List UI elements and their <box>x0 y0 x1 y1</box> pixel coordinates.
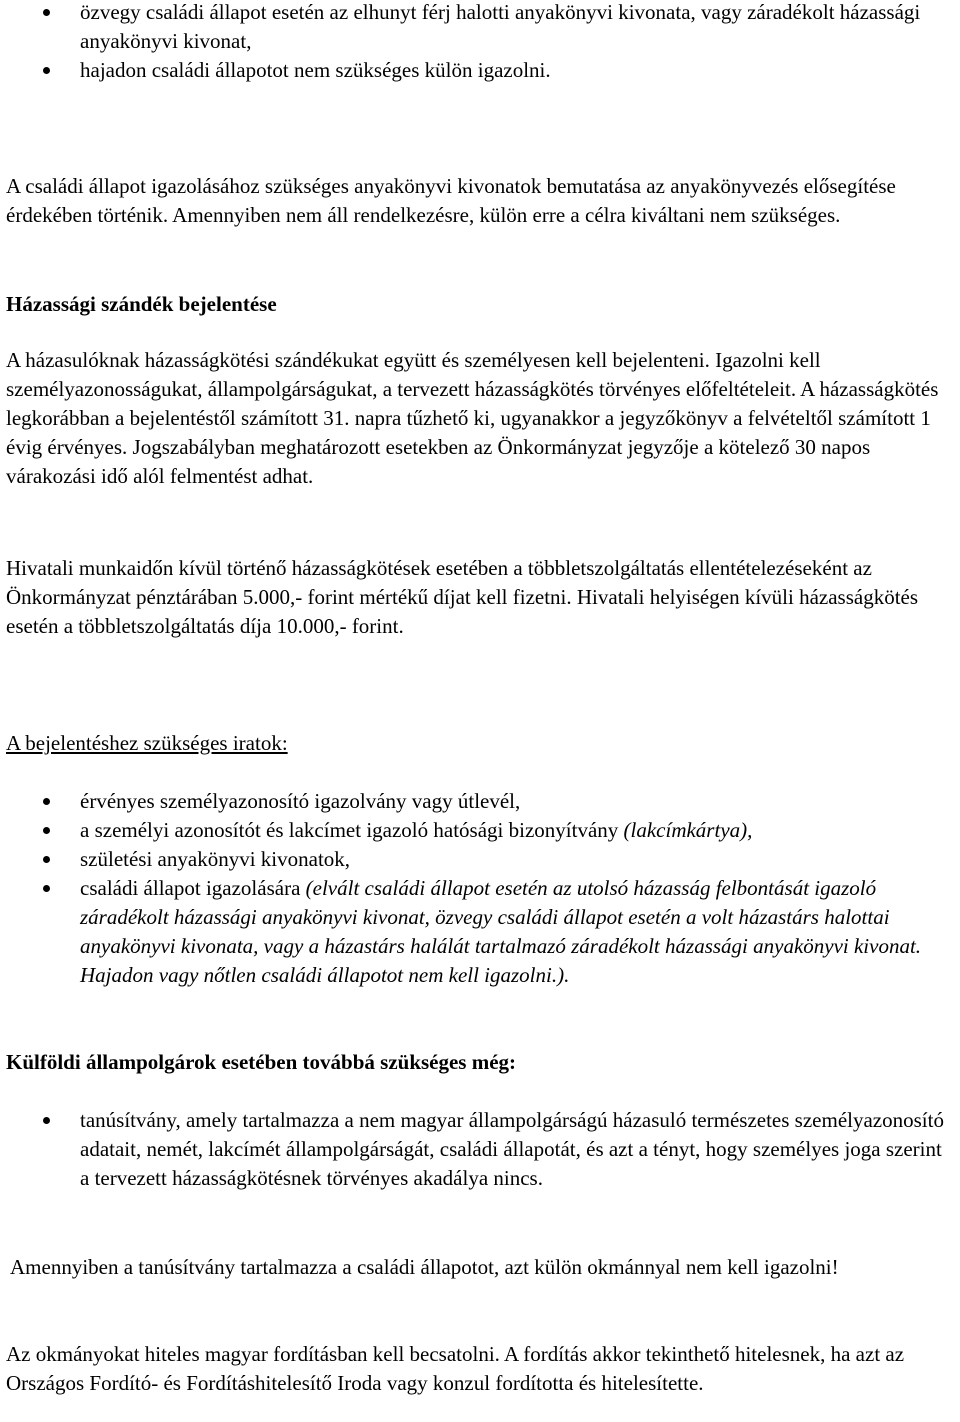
section-heading-foreign: Külföldi állampolgárok esetében továbbá szükséges még: <box>6 1050 517 1074</box>
list-item-note: (elvált családi állapot esetén az utolsó házasság felbontását igazoló záradékolt házassági anyakönyvi kivonat, özvegy családi állapot esetén a volt házastárs halottai anyakönyvi kivonata, vagy a házastárs halálát tartalmazó záradékolt házassági anyakönyvi kivonat. Hajadon vagy nőtlen családi állapotot nem kell igazolni.). <box>80 876 922 987</box>
list-item <box>6 56 952 85</box>
bullet-icon <box>43 885 50 892</box>
intent-paragraph: A házasulóknak házasságkötési szándékukat együtt és személyesen kell bejelenteni. Igazolni kell személyazonosságukat, állampolgárságukat, a tervezett házasságkötés törvényes előfeltételeit. A házasságkötés legkorábban a bejelentéstől számított 31. napra tűzhető ki, ugyanakkor a jegyzőkönyv a felvételtől számított 1 évig érvényes. Jogszabályban meghatározott esetekben az Önkormányzat jegyzője a kötelező 30 napos várakozási idő alól felmentést adhat. <box>6 348 939 488</box>
list-item-text: érvényes személyazonosító igazolvány vagy útlevél, <box>80 789 521 813</box>
list-item-text: családi állapot igazolására <box>80 876 306 900</box>
bullet-icon <box>43 798 50 805</box>
list-item <box>6 845 952 874</box>
bullet-icon <box>43 67 50 74</box>
list-item <box>6 816 952 845</box>
fee-paragraph: Hivatali munkaidőn kívül történő házasságkötések esetében a többletszolgáltatás ellentételezéseként az Önkormányzat pénztárában 5.000,- forint mértékű díjat kell fizetni. Hivatali helyiségen kívüli házasságkötés esetén a többletszolgáltatás díja 10.000,- forint. <box>6 556 919 638</box>
translation-paragraph: Az okmányokat hiteles magyar fordításban kell becsatolni. A fordítás akkor tekinthető hitelesnek, ha azt az Országos Fordító- és Fordításhitelesítő Iroda vagy konzul fordította és hitelesítette. <box>6 1342 905 1395</box>
bullet-icon <box>43 9 50 16</box>
required-documents-list <box>6 787 952 990</box>
section-heading-intent: Házassági szándék bejelentése <box>6 292 277 316</box>
certificate-note: Amennyiben a tanúsítvány tartalmazza a családi állapotot, azt külön okmánnyal nem kell igazolni! <box>10 1255 839 1279</box>
list-item <box>6 1106 952 1193</box>
section-heading-documents: A bejelentéshez szükséges iratok: <box>6 731 288 755</box>
list-item-text: hajadon családi állapotot nem szükséges külön igazolni. <box>80 58 551 82</box>
list-item-note: (lakcímkártya), <box>623 818 753 842</box>
bullet-icon <box>43 1117 50 1124</box>
list-item-text: a személyi azonosítót és lakcímet igazoló hatósági bizonyítvány <box>80 818 624 842</box>
list-item <box>6 0 952 56</box>
marital-status-list <box>6 0 952 85</box>
list-item-text: születési anyakönyvi kivonatok, <box>80 847 351 871</box>
marital-status-note: A családi állapot igazolásához szükséges anyakönyvi kivonatok bemutatása az anyakönyvezés elősegítése érdekében történik. Amennyiben nem áll rendelkezésre, külön erre a célra kiváltani nem szükséges. <box>6 174 896 227</box>
list-item <box>6 787 952 816</box>
bullet-icon <box>43 827 50 834</box>
list-item <box>6 874 952 990</box>
bullet-icon <box>43 856 50 863</box>
list-item-text: özvegy családi állapot esetén az elhunyt férj halotti anyakönyvi kivonata, vagy záradékolt házassági anyakönyvi kivonat, <box>80 0 921 53</box>
list-item-text: tanúsítvány, amely tartalmazza a nem magyar állampolgárságú házasuló természetes személyazonosító adatait, nemét, lakcímét állampolgárságát, családi állapotát, és azt a tényt, hogy személyes joga szerint a tervezett házasságkötésnek törvényes akadálya nincs. <box>80 1108 944 1190</box>
foreign-documents-list <box>6 1106 952 1193</box>
